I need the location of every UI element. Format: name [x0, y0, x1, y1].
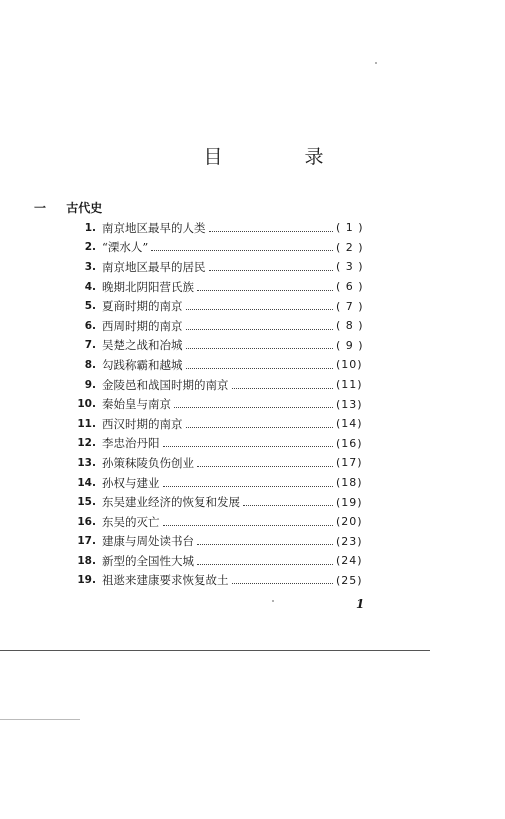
toc-dot-leader: [186, 367, 334, 369]
toc-entry-title: 南京地区最早的人类: [102, 220, 206, 235]
toc-entry: [60, 473, 370, 493]
toc-dot-leader: [186, 308, 334, 310]
toc-entry-number: 8 .: [60, 359, 102, 371]
toc-entry: [60, 434, 370, 454]
toc-entry-number: 6 .: [60, 320, 102, 332]
toc-dot-leader: [197, 563, 333, 565]
toc-entry-title: 吴楚之战和冶城: [102, 338, 183, 353]
toc-entry: [60, 257, 370, 277]
page-number: 1: [356, 597, 365, 611]
page-title: 目 录: [203, 146, 362, 168]
toc-entry-number: 17 .: [60, 535, 102, 547]
toc-entry-number: 13 .: [60, 457, 102, 469]
toc-entry-page: ( 6 ): [336, 280, 364, 294]
toc-entry-number: 4 .: [60, 281, 102, 293]
toc-entry-title: “溧水人”: [102, 240, 149, 255]
toc-entry-title: 祖逖来建康要求恢复故土: [102, 573, 229, 588]
toc-dot-leader: [197, 289, 333, 291]
toc-dot-leader: [197, 543, 333, 545]
toc-entry-title: 西汉时期的南京: [102, 416, 183, 431]
toc-entry-number: 3 .: [60, 261, 102, 273]
toc-entry-page: (14): [336, 417, 363, 431]
toc-dot-leader: [163, 524, 334, 526]
toc-entry: [60, 414, 370, 434]
toc-entry-title: 西周时期的南京: [102, 318, 183, 333]
toc-entry-number: 19 .: [60, 574, 102, 586]
toc-entry-title: 孙权与建业: [102, 475, 160, 490]
toc-entry-number: 9 .: [60, 379, 102, 391]
toc-entry-page: ( 9 ): [336, 338, 364, 352]
toc-entry-page: (19): [336, 495, 363, 509]
toc-entry-title: 晚期北阴阳营氏族: [102, 279, 194, 294]
toc-dot-leader: [232, 387, 334, 389]
toc-entry-title: 李忠治丹阳: [102, 436, 160, 451]
toc-entry: [60, 571, 370, 591]
toc-entry-title: 金陵邑和战国时期的南京: [102, 377, 229, 392]
toc-entry-page: (18): [336, 476, 363, 490]
toc-entry-page: (17): [336, 456, 363, 470]
scan-speck: [272, 600, 274, 602]
toc-entry-page: (13): [336, 397, 363, 411]
toc-entry: [60, 316, 370, 336]
toc-entry-page: (24): [336, 554, 363, 568]
toc-dot-leader: [209, 269, 334, 271]
toc-entry-title: 勾践称霸和越城: [102, 357, 183, 372]
toc-entry-number: 1 .: [60, 222, 102, 234]
toc-entry: [60, 238, 370, 258]
toc-entry-number: 15 .: [60, 496, 102, 508]
section-label: 古代史: [66, 201, 103, 215]
toc-entry-number: 7 .: [60, 339, 102, 351]
toc-dot-leader: [186, 426, 334, 428]
toc-dot-leader: [163, 445, 334, 447]
toc-entry-number: 10 .: [60, 398, 102, 410]
toc-entry-title: 东吴的灭亡: [102, 514, 160, 529]
toc-entry-title: 新型的全国性大城: [102, 553, 194, 568]
toc-dot-leader: [163, 485, 334, 487]
toc-entry-page: (20): [336, 515, 363, 529]
toc-entry-number: 12 .: [60, 437, 102, 449]
toc-entry-number: 11 .: [60, 418, 102, 430]
toc-dot-leader: [174, 406, 333, 408]
toc-dot-leader: [186, 347, 334, 349]
toc-entry-page: (16): [336, 436, 363, 450]
toc-dot-leader: [243, 504, 333, 506]
toc-entry-page: ( 3 ): [336, 260, 364, 274]
toc-entry-number: 16 .: [60, 516, 102, 528]
toc-entry: [60, 512, 370, 532]
toc-entry-page: ( 8 ): [336, 319, 364, 333]
toc-entry-number: 5 .: [60, 300, 102, 312]
toc-entry: [60, 492, 370, 512]
toc-dot-leader: [186, 328, 334, 330]
section-heading: [34, 199, 102, 216]
toc-dot-leader: [151, 249, 333, 251]
toc-dot-leader: [209, 230, 334, 232]
toc-entry-number: 14 .: [60, 477, 102, 489]
toc-entry-title: 南京地区最早的居民: [102, 259, 206, 274]
toc-entry: [60, 277, 370, 297]
toc-entry: [60, 296, 370, 316]
toc-entry: [60, 375, 370, 395]
toc-dot-leader: [232, 582, 334, 584]
toc-entry-page: ( 2 ): [336, 240, 364, 254]
toc-entry: [60, 532, 370, 552]
toc-entry: [60, 453, 370, 473]
toc-entry-number: 18 .: [60, 555, 102, 567]
toc-entry: [60, 551, 370, 571]
toc-dot-leader: [197, 465, 333, 467]
toc-entry-number: 2 .: [60, 241, 102, 253]
toc-entry-title: 建康与周处读书台: [102, 534, 194, 549]
toc-entry-page: (10): [336, 358, 363, 372]
toc-entry-page: (11): [336, 378, 363, 392]
toc-entry-page: ( 1 ): [336, 221, 364, 235]
toc-entry-title: 东吴建业经济的恢复和发展: [102, 495, 240, 510]
section-number: 一: [34, 201, 47, 215]
scan-edge-line: [0, 650, 430, 651]
toc-entry: [60, 394, 370, 414]
toc-entry-title: 孙策秣陵负伤创业: [102, 455, 194, 470]
toc-entry: [60, 218, 370, 238]
toc-list: [60, 218, 370, 590]
toc-entry-page: ( 7 ): [336, 299, 364, 313]
scan-speck: [375, 62, 377, 64]
toc-entry-page: (23): [336, 534, 363, 548]
toc-entry-page: (25): [336, 573, 363, 587]
toc-entry: [60, 336, 370, 356]
toc-entry-title: 秦始皇与南京: [102, 397, 171, 412]
toc-entry: [60, 355, 370, 375]
toc-entry-title: 夏商时期的南京: [102, 299, 183, 314]
scan-edge-line-faint: [0, 719, 80, 720]
